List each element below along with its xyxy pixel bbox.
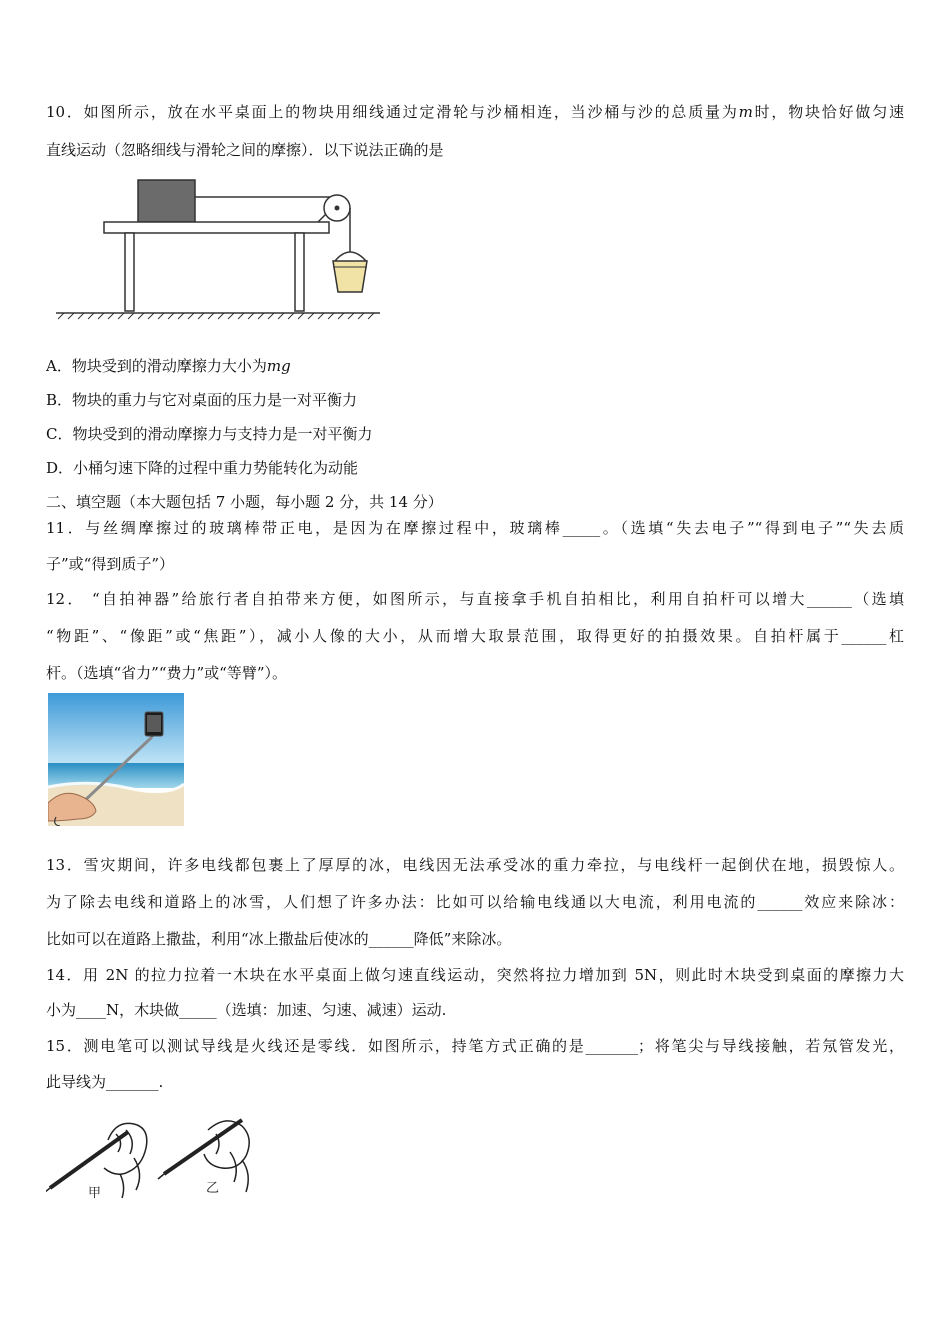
q10-option-b: B．物块的重力与它对桌面的压力是一对平衡力 [46,391,358,409]
sand-bucket [333,261,367,292]
q10-option-d: D．小桶匀速下降的过程中重力势能转化为动能 [46,459,359,477]
q10-stem-line2: 直线运动（忽略细线与滑轮之间的摩擦）．以下说法正确的是 [46,141,444,159]
q13-line2: 为了除去电线和道路上的冰雪，人们想了许多办法：比如可以给输电线通以大电流，利用电流的______效应来除冰： [46,893,904,911]
table-pulley-figure [48,175,388,325]
q14-line2: 小为____N，木块做_____（选填：加速、匀速、减速）运动. [46,1001,447,1019]
table-top [104,222,329,233]
q10-option-c: C．物块受到的滑动摩擦力与支持力是一对平衡力 [46,425,373,443]
section-2-heading: 二、填空题（本大题包括 7 小题，每小题 2 分，共 14 分） [46,493,443,511]
q14-line1: 14．用 2N 的拉力拉着一木块在水平桌面上做匀速直线运动，突然将拉力增加到 5N，则此时木块受到桌面的摩擦力大 [46,966,904,984]
label-yi: 乙 [206,1181,220,1196]
q13-line3: 比如可以在道路上撒盐，利用“冰上撒盐后使冰的______降低”来除冰。 [46,930,512,948]
q12-line2: “物距”、“像距”或“焦距”），减小人像的大小，从而增大取景范围，取得更好的拍摄效果。自拍杆属于______杠 [46,627,904,645]
label-jia: 甲 [88,1186,102,1201]
q12-line1: 12． “自拍神器”给旅行者自拍带来方便，如图所示，与直接拿手机自拍相比，利用自拍杆可以增大______（选填 [46,590,904,608]
test-pen-grip-yi [158,1120,249,1192]
q15-line1: 15．测电笔可以测试导线是火线还是零线．如图所示，持笔方式正确的是_______；将笔尖与导线接触，若氖管发光， [46,1037,904,1055]
q12-line3: 杆。（选填“省力”“费力”或“等臂”）。 [46,664,288,682]
q11-line2: 子”或“得到质子”） [46,555,175,573]
test-pen-figure [46,1112,256,1204]
q13-line1: 13．雪灾期间，许多电线都包裹上了厚厚的冰，电线因无法承受冰的重力牵拉，与电线杆一起倒伏在地，损毁惊人。 [46,856,904,874]
table-leg-left [125,233,134,311]
q10-stem-line1: 10．如图所示，放在水平桌面上的物块用细线通过定滑轮与沙桶相连，当沙桶与沙的总质量为m时，物块恰好做匀速 [46,103,904,121]
table-leg-right [295,233,304,311]
selfie-stick-photo [48,693,184,826]
block [138,180,195,222]
q10-option-a: A．物块受到的滑动摩擦力大小为mg [46,357,291,375]
q15-line2: 此导线为_______. [46,1073,164,1091]
q11-line1: 11．与丝绸摩擦过的玻璃棒带正电，是因为在摩擦过程中，玻璃棒_____。（选填“失去电子”“得到电子”“失去质 [46,519,904,537]
